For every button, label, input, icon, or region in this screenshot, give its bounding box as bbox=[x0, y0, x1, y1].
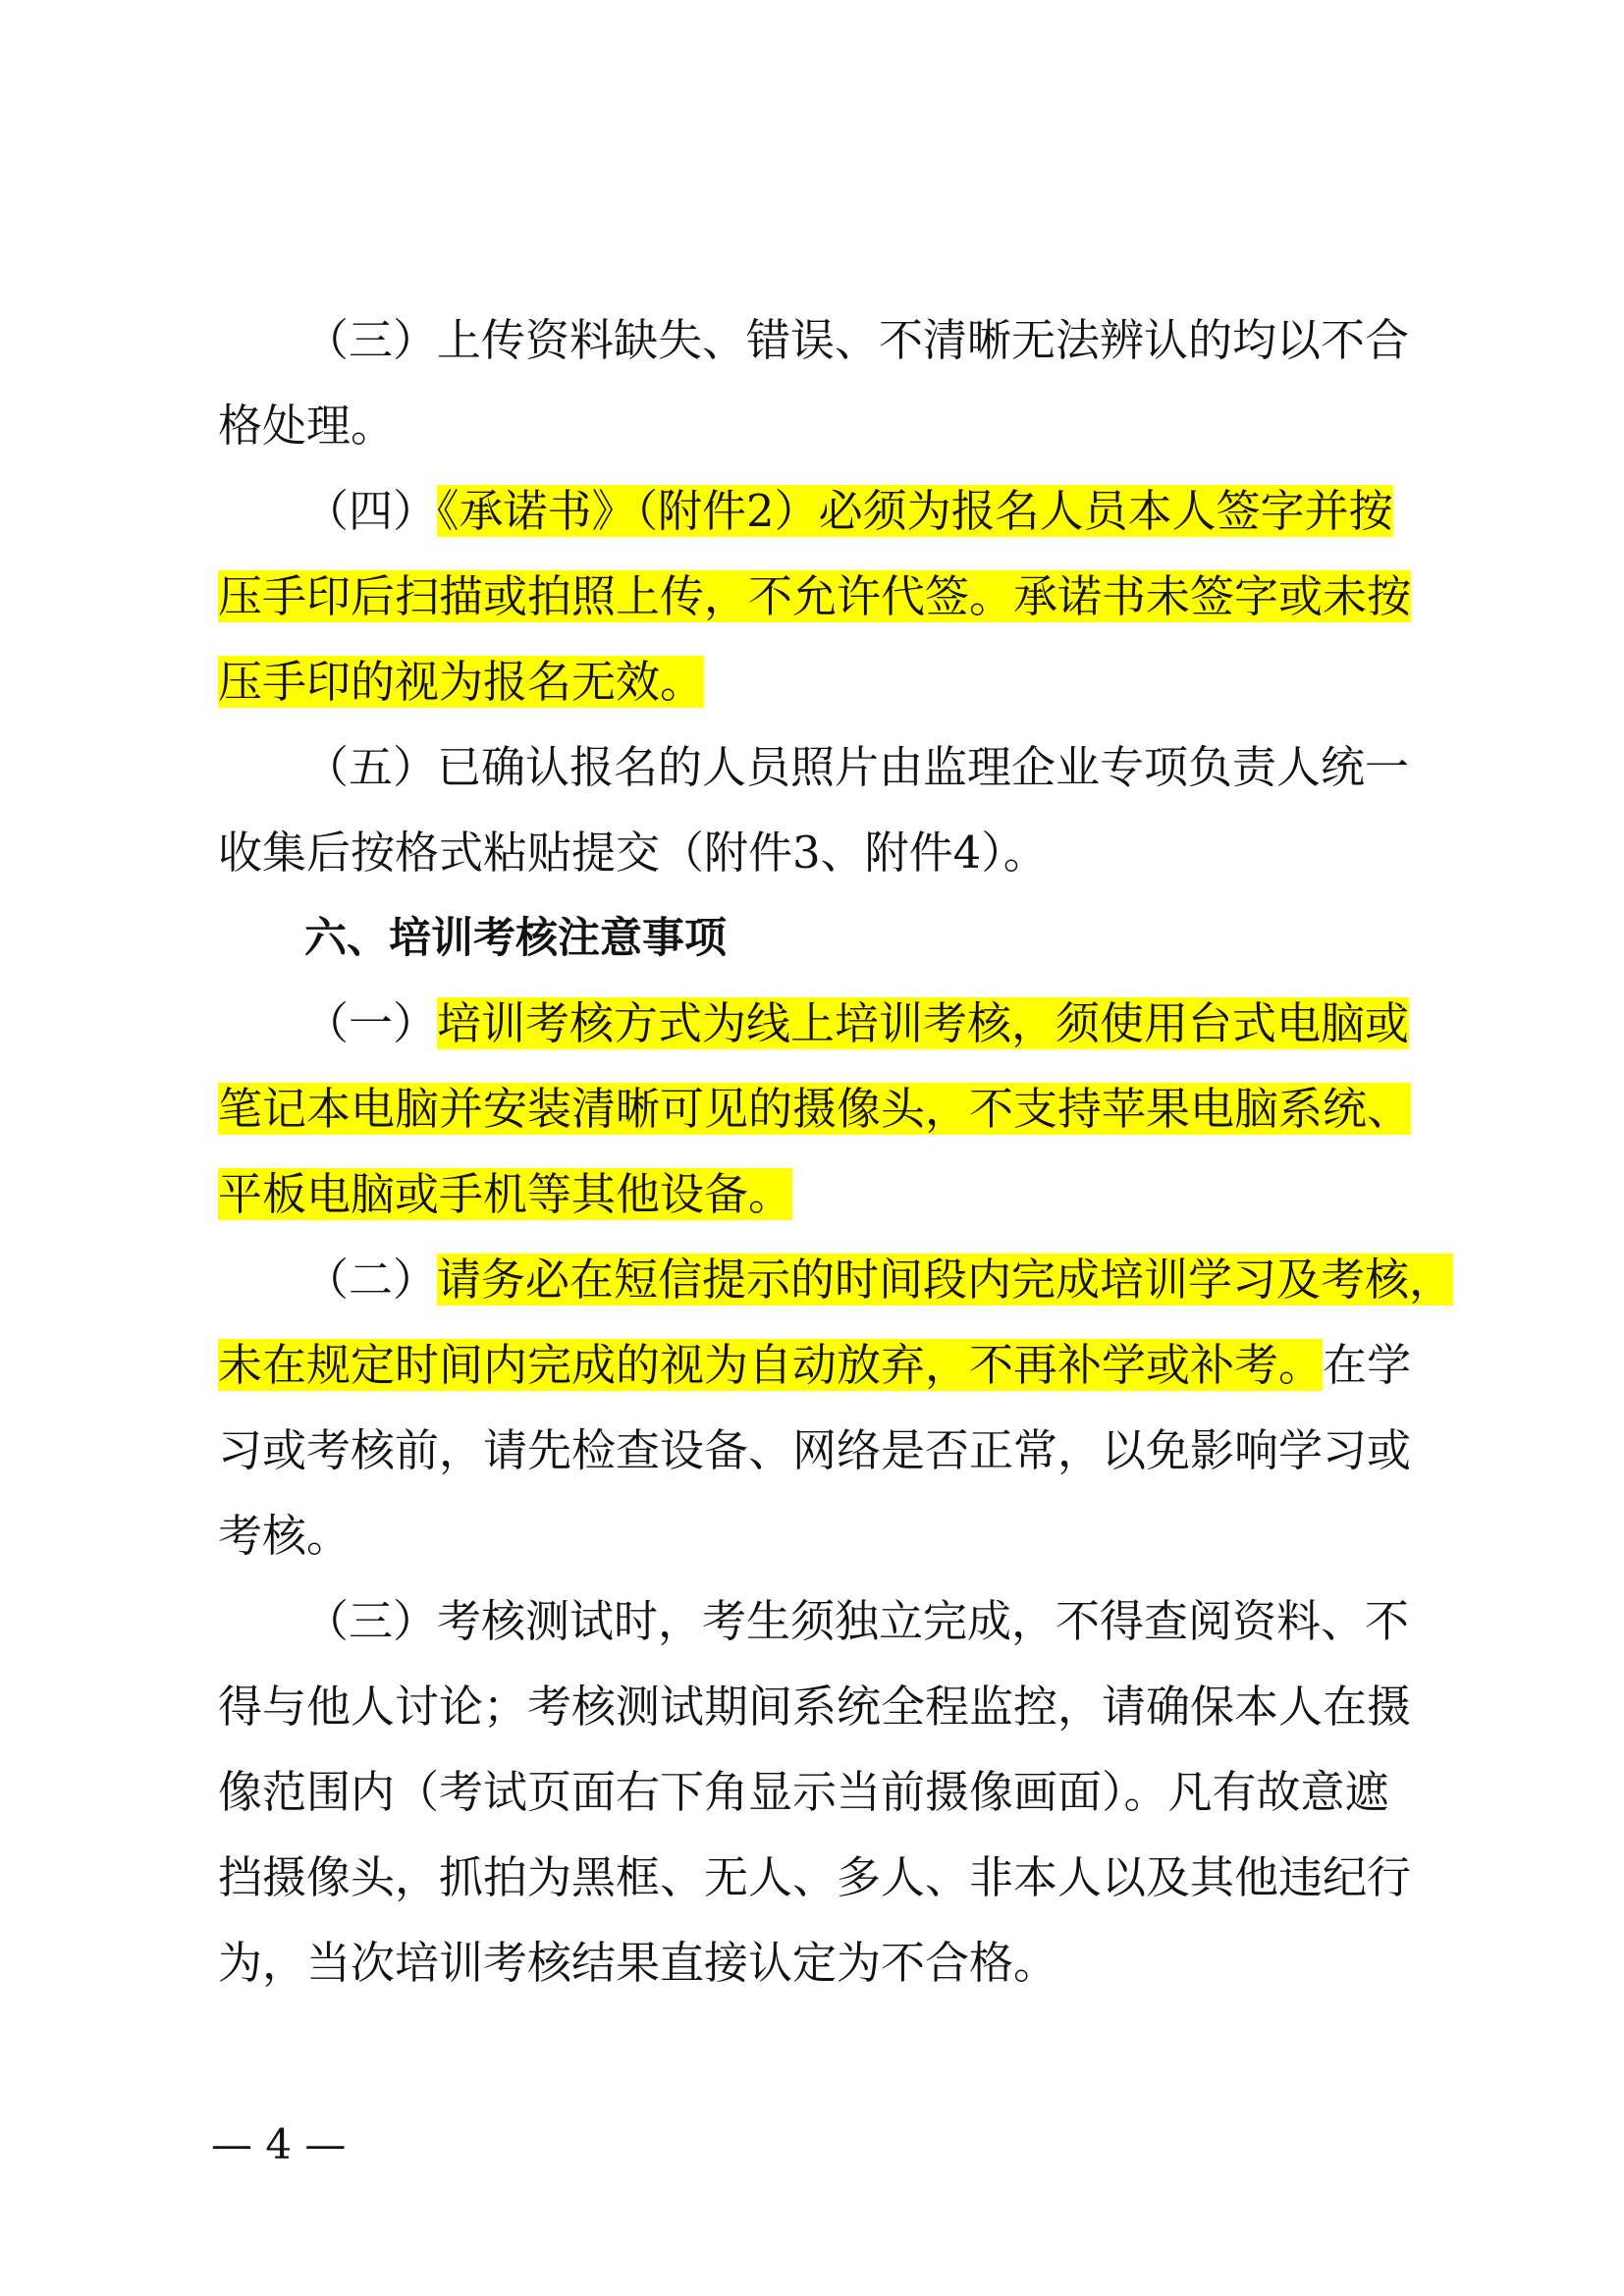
s6-item-3-line-4: 挡摄像头，抓拍为黑框、无人、多人、非本人以及其他违纪行 bbox=[218, 1851, 1412, 1903]
s6-item-2-highlight-1: 请务必在短信提示的时间段内完成培训学习及考核， bbox=[437, 1254, 1454, 1306]
item-4-line-2 bbox=[218, 562, 1411, 631]
item-3-marker: （三） bbox=[304, 314, 438, 366]
s6-item-2-text-2: 在学 bbox=[1323, 1339, 1412, 1391]
s6-item-1-marker: （一） bbox=[304, 997, 438, 1049]
s6-item-1-line-3 bbox=[218, 1160, 792, 1229]
s6-item-3-line-3: 像范围内（考试页面右下角显示当前摄像画面）。凡有故意遮 bbox=[218, 1766, 1389, 1818]
item-3-line-1 bbox=[304, 306, 1409, 375]
item-4-highlight-2: 压手印后扫描或拍照上传，不允许代签。承诺书未签字或未按 bbox=[218, 570, 1412, 622]
s6-item-2-line-2 bbox=[218, 1331, 1411, 1400]
item-4-highlight-1: 《承诺书》（附件2）必须为报名人员本人签字并按 bbox=[437, 485, 1393, 537]
item-4-highlight-3: 压手印的视为报名无效。 bbox=[218, 656, 705, 708]
item-4-line-3 bbox=[218, 648, 704, 717]
item-3-line-2: 格处理。 bbox=[218, 400, 396, 452]
s6-item-2-highlight-2: 未在规定时间内完成的视为自动放弃，不再补学或补考。 bbox=[218, 1339, 1324, 1391]
item-4-marker: （四） bbox=[304, 485, 438, 537]
s6-item-2-line-4: 考核。 bbox=[218, 1510, 352, 1562]
s6-item-1-highlight-2: 笔记本电脑并安装清晰可见的摄像头，不支持苹果电脑系统、 bbox=[218, 1083, 1412, 1135]
s6-item-3-marker: （三） bbox=[304, 1595, 438, 1647]
s6-item-1-line-1 bbox=[304, 989, 1409, 1058]
page-number: — 4 — bbox=[211, 2120, 347, 2168]
s6-item-2-marker: （二） bbox=[304, 1254, 438, 1306]
s6-item-3-line-1 bbox=[304, 1587, 1409, 1656]
item-5-text-1: 已确认报名的人员照片由监理企业专项负责人统一 bbox=[437, 741, 1410, 793]
s6-item-1-line-2 bbox=[218, 1075, 1411, 1144]
item-4-line-1 bbox=[304, 477, 1393, 546]
section-6-heading: 六、培训考核注意事项 bbox=[304, 914, 727, 963]
s6-item-3-line-5: 为，当次培训考核结果直接认定为不合格。 bbox=[218, 1937, 1058, 1989]
item-5-marker: （五） bbox=[304, 741, 438, 793]
item-5-line-1 bbox=[304, 733, 1409, 802]
item-5-line-2: 收集后按格式粘贴提交（附件3、附件4）。 bbox=[218, 827, 1048, 879]
s6-item-1-highlight-3: 平板电脑或手机等其他设备。 bbox=[218, 1168, 793, 1220]
s6-item-3-line-2: 得与他人讨论；考核测试期间系统全程监控，请确保本人在摄 bbox=[218, 1681, 1412, 1733]
item-3-text-1: 上传资料缺失、错误、不清晰无法辨认的均以不合 bbox=[437, 314, 1410, 366]
s6-item-3-text-1: 考核测试时，考生须独立完成，不得查阅资料、不 bbox=[437, 1595, 1410, 1647]
s6-item-1-highlight-1: 培训考核方式为线上培训考核，须使用台式电脑或 bbox=[437, 997, 1410, 1049]
s6-item-2-line-1 bbox=[304, 1246, 1453, 1314]
s6-item-2-line-3: 习或考核前，请先检查设备、网络是否正常，以免影响学习或 bbox=[218, 1424, 1412, 1476]
